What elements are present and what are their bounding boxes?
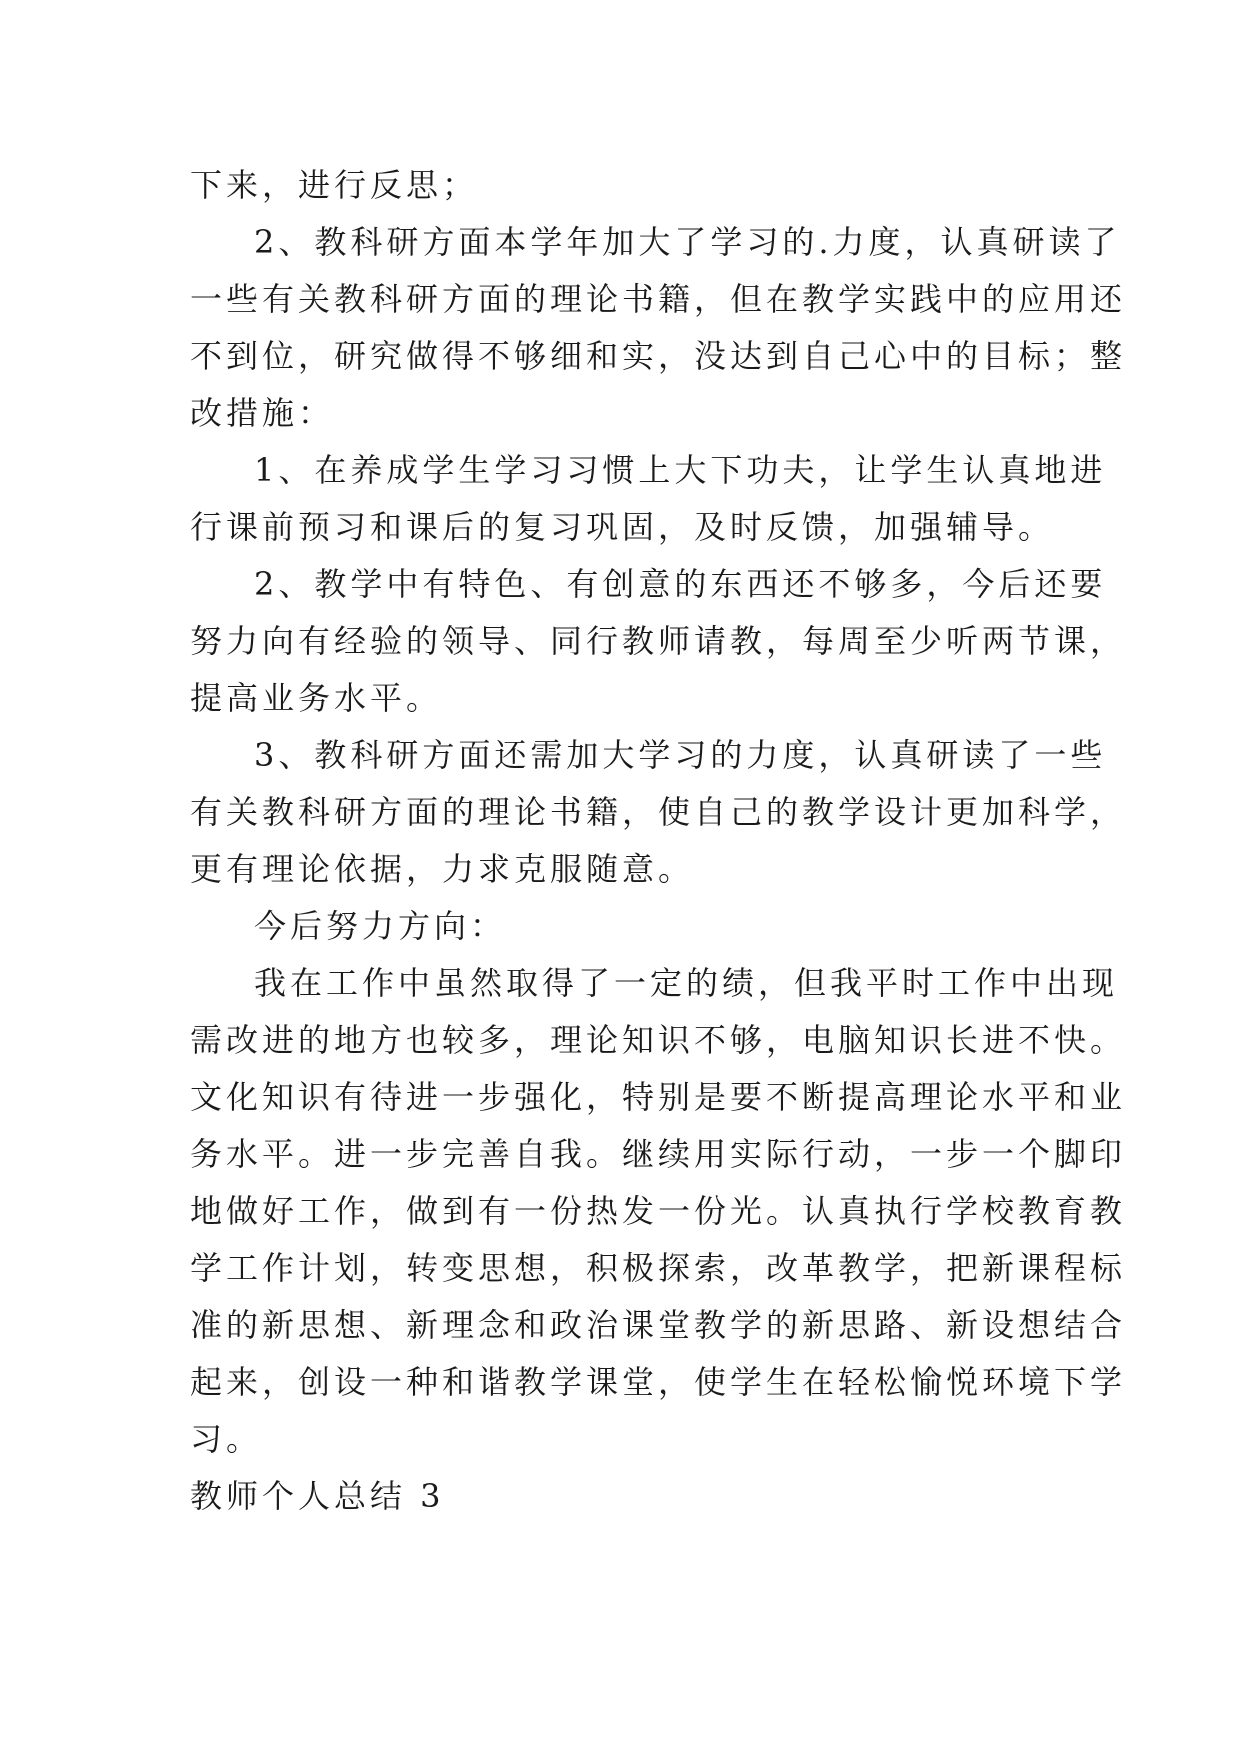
text-line: 行课前预习和课后的复习巩固，及时反馈，加强辅导。 xyxy=(190,508,1055,546)
paragraph-line: 我在工作中虽然取得了一定的绩，但我平时工作中出现 xyxy=(254,964,1119,1002)
text-line: 需改进的地方也较多，理论知识不够，电脑知识长进不快。 xyxy=(190,1021,1127,1059)
paragraph-line: 3、教科研方面还需加大学习的力度，认真研读了一些 xyxy=(254,736,1107,774)
text-line: 地做好工作，做到有一份热发一份光。认真执行学校教育教 xyxy=(190,1192,1127,1230)
subheading-line: 今后努力方向： xyxy=(254,907,507,945)
text-line: 提高业务水平。 xyxy=(190,679,443,717)
text-line: 下来，进行反思； xyxy=(190,166,479,204)
paragraph-line: 2、教科研方面本学年加大了学习的.力度，认真研读了 xyxy=(254,223,1121,261)
text-line: 习。 xyxy=(190,1420,263,1458)
text-line: 文化知识有待进一步强化，特别是要不断提高理论水平和业 xyxy=(190,1078,1127,1116)
text-line: 努力向有经验的领导、同行教师请教，每周至少听两节课， xyxy=(190,622,1127,660)
section-heading: 教师个人总结 3 xyxy=(190,1477,445,1515)
paragraph-line: 2、教学中有特色、有创意的东西还不够多，今后还要 xyxy=(254,565,1107,603)
text-line: 一些有关教科研方面的理论书籍，但在教学实践中的应用还 xyxy=(190,280,1127,318)
text-line: 改措施： xyxy=(190,394,335,432)
text-line: 更有理论依据，力求克服随意。 xyxy=(190,850,695,888)
text-line: 不到位，研究做得不够细和实，没达到自己心中的目标；整 xyxy=(190,337,1127,375)
text-line: 有关教科研方面的理论书籍，使自己的教学设计更加科学， xyxy=(190,793,1127,831)
text-line: 准的新思想、新理念和政治课堂教学的新思路、新设想结合 xyxy=(190,1306,1127,1344)
text-line: 学工作计划，转变思想，积极探索，改革教学，把新课程标 xyxy=(190,1249,1127,1287)
text-line: 起来，创设一种和谐教学课堂，使学生在轻松愉悦环境下学 xyxy=(190,1363,1127,1401)
text-line: 务水平。进一步完善自我。继续用实际行动，一步一个脚印 xyxy=(190,1135,1127,1173)
paragraph-line: 1、在养成学生学习习惯上大下功夫，让学生认真地进 xyxy=(254,451,1107,489)
